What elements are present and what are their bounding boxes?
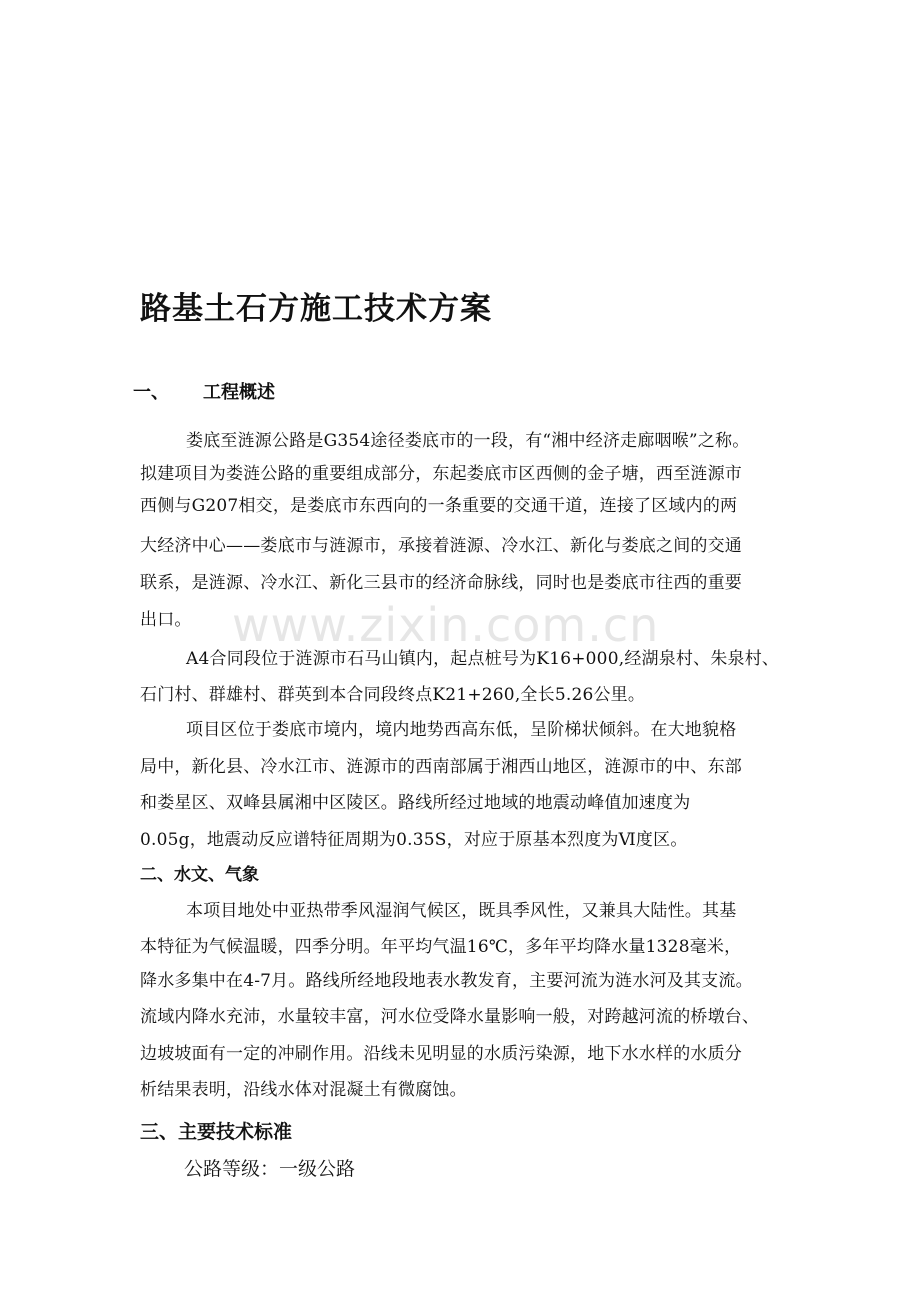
watermark: www.zixin.com.cn (232, 598, 660, 652)
section-2-heading: 二、水文、气象 (140, 865, 259, 885)
paragraph-line: 析结果表明，沿线水体对混凝土有微腐蚀。 (140, 1080, 467, 1100)
paragraph-line: 边坡坡面有一定的冲刷作用。沿线未见明显的水质污染源，地下水水样的水质分 (140, 1044, 742, 1064)
paragraph-line: A4合同段位于涟源市石马山镇内，起点桩号为K16+000,经湖泉村、朱泉村、 (186, 649, 780, 669)
section-3-heading: 三、主要技术标准 (140, 1121, 293, 1143)
paragraph-line: 项目区位于娄底市境内，境内地势西高东低，呈阶梯状倾斜。在大地貌格 (186, 720, 737, 740)
paragraph-line: 西侧与G207相交，是娄底市东西向的一条重要的交通干道，连接了区域内的两 (140, 496, 738, 516)
paragraph-line: 拟建项目为娄涟公路的重要组成部分，东起娄底市区西侧的金子塘，西至涟源市 (140, 464, 742, 484)
paragraph-line: 本特征为气候温暖，四季分明。年平均气温16℃，多年平均降水量1328毫米， (140, 937, 742, 957)
paragraph-line: 娄底至涟源公路是G354途径娄底市的一段，有“湘中经济走廊咽喉”之称。 (186, 431, 750, 451)
paragraph-line: 降水多集中在4-7月。路线所经地段地表水教发育，主要河流为涟水河及其支流。 (140, 971, 753, 991)
paragraph-line: 联系，是涟源、冷水江、新化三县市的经济命脉线，同时也是娄底市往西的重要 (140, 573, 742, 593)
document-title: 路基土石方施工技术方案 (140, 291, 492, 327)
section-1-number: 一、 (133, 382, 169, 403)
standard-item-road-grade: 公路等级：一级公路 (184, 1158, 356, 1180)
paragraph-line: 本项目地处中亚热带季风湿润气候区，既具季风性，又兼具大陆性。其基 (186, 901, 737, 921)
paragraph-line: 出口。 (140, 610, 192, 630)
section-1-heading (133, 378, 275, 404)
paragraph-line: 流域内降水充沛，水量较丰富，河水位受降水量影响一般，对跨越河流的桥墩台、 (140, 1007, 760, 1027)
paragraph-line: 和娄星区、双峰县属湘中区陵区。路线所经过地域的地震动峰值加速度为 (140, 793, 691, 813)
paragraph-line: 0.05g，地震动反应谱特征周期为0.35S，对应于原基本烈度为Ⅵ度区。 (140, 830, 688, 850)
section-1-title: 工程概述 (203, 382, 275, 403)
paragraph-line: 大经济中心——娄底市与涟源市，承接着涟源、冷水江、新化与娄底之间的交通 (140, 536, 742, 556)
paragraph-line: 石门村、群雄村、群英到本合同段终点K21+260,全长5.26公里。 (140, 685, 646, 705)
paragraph-line: 局中，新化县、冷水江市、涟源市的西南部属于湘西山地区，涟源市的中、东部 (140, 757, 742, 777)
